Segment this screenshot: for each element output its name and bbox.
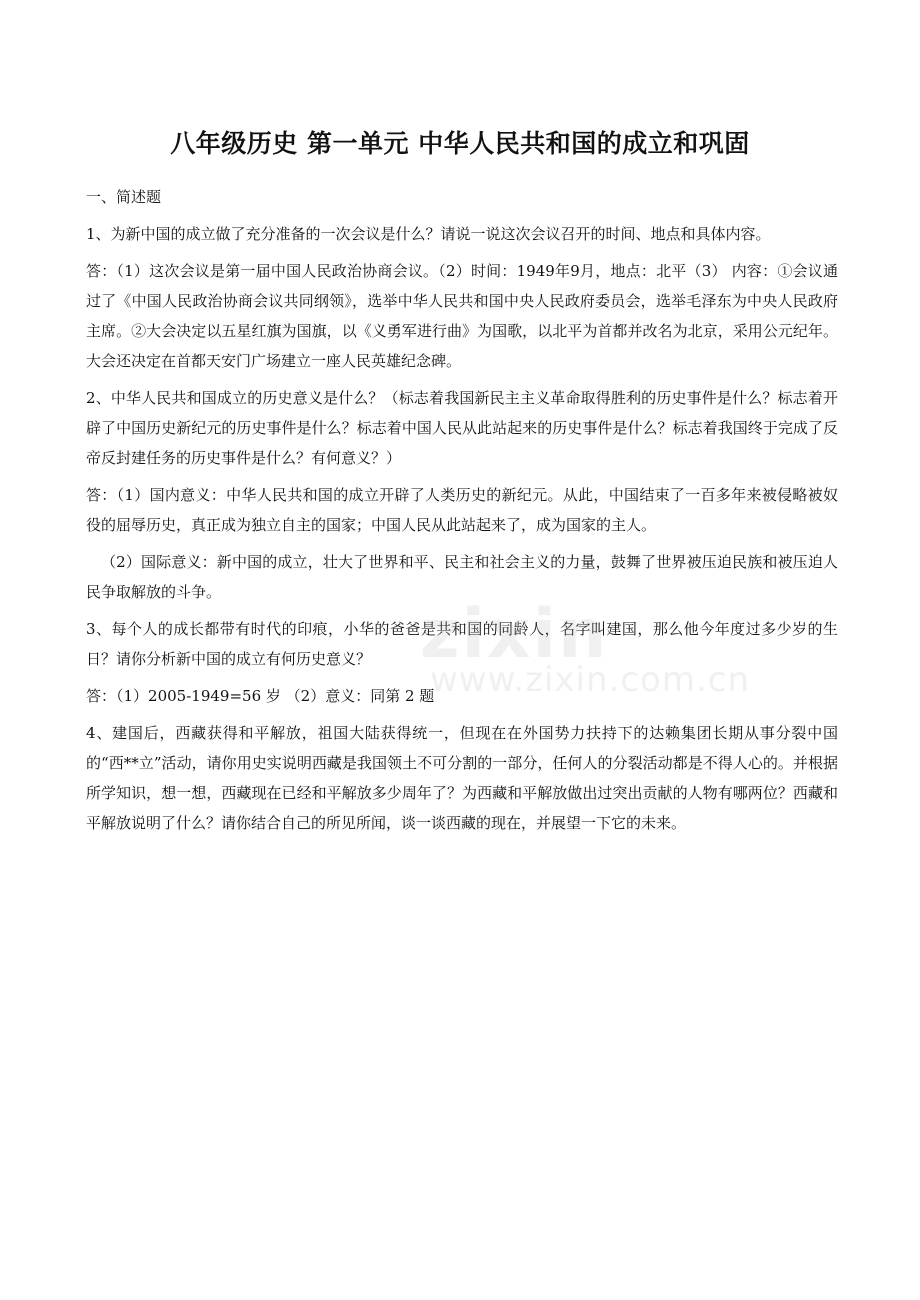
document-title: 八年级历史 第一单元 中华人民共和国的成立和巩固: [170, 129, 750, 158]
answer-2-domestic: 答：（1）国内意义：中华人民共和国的成立开辟了人类历史的新纪元。从此，中国结束了一百多年来被侵略被奴役的屈辱历史，真正成为独立自主的国家；中国人民从此站起来了，成为国家的主人。: [86, 486, 838, 534]
section-heading: 一、简述题: [86, 188, 162, 206]
answer-2-international: （2）国际意义：新中国的成立，壮大了世界和平、民主和社会主义的力量，鼓舞了世界被压迫民族和被压迫人民争取解放的斗争。: [86, 553, 838, 601]
question-2: 2、中华人民共和国成立的历史意义是什么？（标志着我国新民主主义革命取得胜利的历史事件是什么？标志着开辟了中国历史新纪元的历史事件是什么？标志着中国人民从此站起来的历史事件是什么？标志着我国终于完成了反帝反封建任务的历史事件是什么？有何意义？）: [86, 389, 838, 467]
watermark-logo: zixin: [420, 595, 609, 674]
answer-3: 答：（1）2005-1949=56 岁 （2）意义：同第 2 题: [86, 687, 435, 705]
answer-1: 答：（1）这次会议是第一届中国人民政治协商会议。（2）时间：1949年9月，地点：北平（3） 内容：①会议通过了《中国人民政治协商会议共同纲领》，选举中华人民共和国中央人民政府委员会，选举毛泽东为中央人民政府主席。②大会决定以五星红旗为国旗，以《义勇军进行曲》为国歌，以北平为首都并改名为北京，采用公元纪年。大会还决定在首都天安门广场建立一座人民英雄纪念碑。: [86, 262, 838, 370]
watermark-url: www.zixin.com.cn: [430, 660, 750, 700]
document-body: [86, 182, 838, 845]
question-3: 3、每个人的成长都带有时代的印痕，小华的爸爸是共和国的同龄人，名字叫建国，那么他今年度过多少岁的生日？请你分析新中国的成立有何历史意义？: [86, 620, 838, 668]
question-4: 4、建国后，西藏获得和平解放，祖国大陆获得统一，但现在在外国势力扶持下的达赖集团长期从事分裂中国的“西**立”活动，请你用史实说明西藏是我国领土不可分割的一部分，任何人的分裂活动都是不得人心的。并根据所学知识，想一想，西藏现在已经和平解放多少周年了？为西藏和平解放做出过突出贡献的人物有哪两位？西藏和平解放说明了什么？请你结合自己的所见所闻，谈一谈西藏的现在，并展望一下它的未来。: [86, 724, 838, 832]
question-1: 1、为新中国的成立做了充分准备的一次会议是什么？请说一说这次会议召开的时间、地点和具体内容。: [86, 225, 771, 243]
